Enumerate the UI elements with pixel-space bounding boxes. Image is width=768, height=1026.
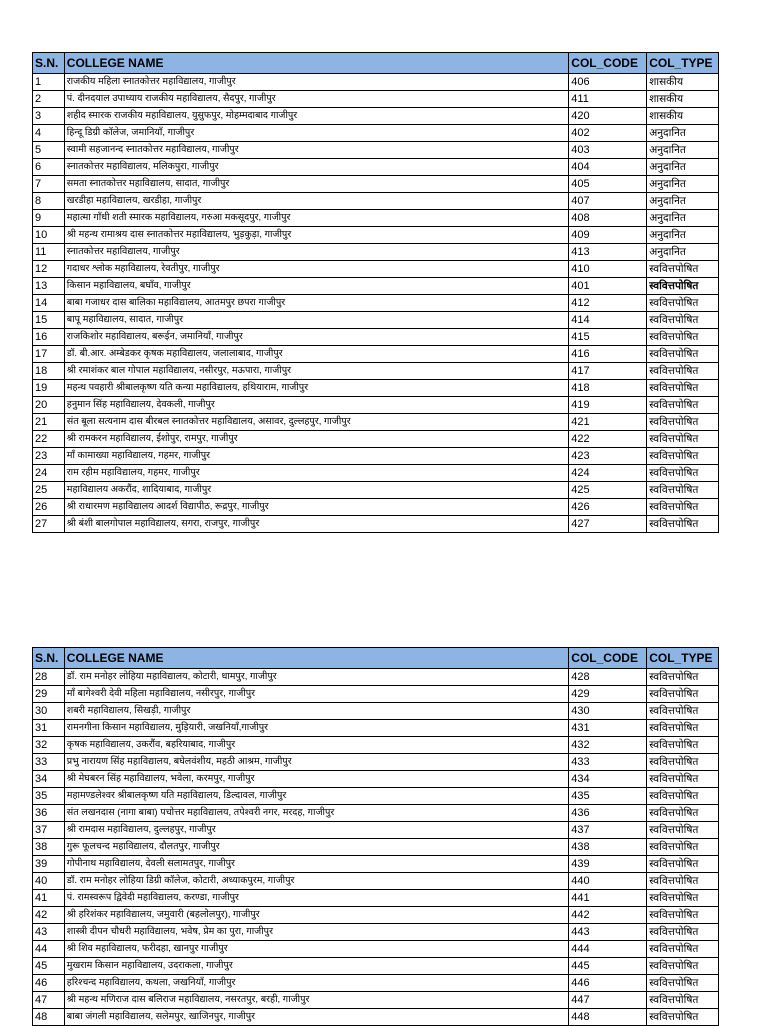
- table-row: [33, 788, 719, 805]
- cell-college-name: राजकिशोर महाविद्यालय, बरूईन, जमानियाँ, गाजीपुर: [64, 329, 569, 346]
- header-col-code: COL_CODE: [569, 648, 647, 669]
- header-sn: S.N.: [33, 648, 65, 669]
- cell-sn: 7: [33, 176, 65, 193]
- cell-sn: 1: [33, 74, 65, 91]
- cell-college-name: हरिश्चन्द महाविद्यालय, कथला, जखनियाँ, गाजीपुर: [64, 975, 569, 992]
- cell-col-code: 412: [569, 295, 647, 312]
- cell-college-name: श्री शिव महाविद्यालय, फरीदहा, खानपुर गाजीपुर: [64, 941, 569, 958]
- cell-sn: 9: [33, 210, 65, 227]
- cell-col-code: 447: [569, 992, 647, 1009]
- cell-sn: 29: [33, 686, 65, 703]
- cell-col-code: 428: [569, 669, 647, 686]
- cell-col-type: स्ववित्तपोषित: [647, 669, 719, 686]
- cell-col-type: अनुदानित: [647, 159, 719, 176]
- cell-col-type: अनुदानित: [647, 227, 719, 244]
- cell-col-type: स्ववित्तपोषित: [647, 261, 719, 278]
- cell-college-name: श्री रामकरन महाविद्यालय, ईशोपुर, रामपुर, गाजीपुर: [64, 431, 569, 448]
- cell-college-name: गदाधर श्लोक महाविद्यालय, रेवतीपुर, गाजीपुर: [64, 261, 569, 278]
- cell-col-type: स्ववित्तपोषित: [647, 431, 719, 448]
- cell-col-type: स्ववित्तपोषित: [647, 873, 719, 890]
- table-row: [33, 261, 719, 278]
- table-body: [33, 74, 719, 533]
- cell-col-type: स्ववित्तपोषित: [647, 992, 719, 1009]
- cell-col-code: 427: [569, 516, 647, 533]
- table-row: [33, 193, 719, 210]
- cell-col-type: स्ववित्तपोषित: [647, 1009, 719, 1026]
- cell-col-code: 415: [569, 329, 647, 346]
- cell-col-type: शासकीय: [647, 91, 719, 108]
- table-row: [33, 771, 719, 788]
- cell-col-type: स्ववित्तपोषित: [647, 516, 719, 533]
- cell-col-type: स्ववित्तपोषित: [647, 465, 719, 482]
- cell-col-type: स्ववित्तपोषित: [647, 975, 719, 992]
- table-row: [33, 839, 719, 856]
- table-row: [33, 210, 719, 227]
- cell-col-type: स्ववित्तपोषित: [647, 312, 719, 329]
- cell-col-type: अनुदानित: [647, 125, 719, 142]
- cell-sn: 30: [33, 703, 65, 720]
- cell-col-type: अनुदानित: [647, 210, 719, 227]
- cell-col-code: 444: [569, 941, 647, 958]
- cell-sn: 6: [33, 159, 65, 176]
- cell-col-type: शासकीय: [647, 108, 719, 125]
- cell-college-name: पं. रामस्वरूप द्विवेदी महाविद्यालय, करण्डा, गाजीपुर: [64, 890, 569, 907]
- cell-col-type: स्ववित्तपोषित: [647, 890, 719, 907]
- cell-college-name: राम रहीम महाविद्यालय, गहमर, गाजीपुर: [64, 465, 569, 482]
- cell-sn: 20: [33, 397, 65, 414]
- cell-sn: 36: [33, 805, 65, 822]
- cell-col-type: स्ववित्तपोषित: [647, 363, 719, 380]
- cell-sn: 45: [33, 958, 65, 975]
- cell-col-type: स्ववित्तपोषित: [647, 703, 719, 720]
- cell-sn: 27: [33, 516, 65, 533]
- cell-college-name: श्री महन्थ रामाश्रय दास स्नातकोत्तर महाविद्यालय, भुड़कुड़ा, गाजीपुर: [64, 227, 569, 244]
- cell-col-type: स्ववित्तपोषित: [647, 686, 719, 703]
- cell-sn: 13: [33, 278, 65, 295]
- cell-sn: 44: [33, 941, 65, 958]
- cell-sn: 18: [33, 363, 65, 380]
- table-row: [33, 975, 719, 992]
- cell-col-code: 410: [569, 261, 647, 278]
- college-table-2: [32, 647, 719, 1026]
- cell-sn: 4: [33, 125, 65, 142]
- table-row: [33, 295, 719, 312]
- cell-college-name: स्नातकोत्तर महाविद्यालय, मलिकपुरा, गाजीपुर: [64, 159, 569, 176]
- cell-col-code: 432: [569, 737, 647, 754]
- table-row: [33, 754, 719, 771]
- cell-college-name: संत लखनदास (नागा बाबा) पचोत्तर महाविद्यालय, तपेश्वरी नगर, मरदह, गाजीपुर: [64, 805, 569, 822]
- cell-col-code: 429: [569, 686, 647, 703]
- table-row: [33, 805, 719, 822]
- cell-col-type: स्ववित्तपोषित: [647, 839, 719, 856]
- table-row: [33, 924, 719, 941]
- cell-col-code: 411: [569, 91, 647, 108]
- table-row: [33, 873, 719, 890]
- cell-college-name: माँ बागेश्वरी देवी महिला महाविद्यालय, नसीरपुर, गाजीपुर: [64, 686, 569, 703]
- cell-col-code: 445: [569, 958, 647, 975]
- cell-college-name: संत बूला सत्यनाम दास बीरबल स्नातकोत्तर महाविद्यालय, असावर, दुल्लहपुर, गाजीपुर: [64, 414, 569, 431]
- cell-col-code: 443: [569, 924, 647, 941]
- cell-col-type: स्ववित्तपोषित: [647, 737, 719, 754]
- cell-col-type: अनुदानित: [647, 176, 719, 193]
- table-row: [33, 329, 719, 346]
- cell-col-type: अनुदानित: [647, 244, 719, 261]
- cell-col-type: स्ववित्तपोषित: [647, 346, 719, 363]
- cell-col-code: 418: [569, 380, 647, 397]
- cell-col-code: 430: [569, 703, 647, 720]
- cell-college-name: प्रभु नारायण सिंह महाविद्यालय, बघेलवंशीय, महठी आश्रम, गाजीपुर: [64, 754, 569, 771]
- cell-col-type: स्ववित्तपोषित: [647, 499, 719, 516]
- cell-sn: 43: [33, 924, 65, 941]
- cell-college-name: श्री राधारमण महाविद्यालय आदर्श विद्यापीठ, रूद्रपुर, गाजीपुर: [64, 499, 569, 516]
- cell-col-code: 404: [569, 159, 647, 176]
- table-row: [33, 907, 719, 924]
- cell-college-name: शास्त्री दीपन चौधरी महाविद्यालय, भवेष, प्रेम का पुरा, गाजीपुर: [64, 924, 569, 941]
- cell-sn: 40: [33, 873, 65, 890]
- cell-col-type: स्ववित्तपोषित: [647, 329, 719, 346]
- cell-col-code: 435: [569, 788, 647, 805]
- cell-sn: 22: [33, 431, 65, 448]
- cell-col-code: 436: [569, 805, 647, 822]
- cell-col-code: 425: [569, 482, 647, 499]
- cell-col-type: अनुदानित: [647, 142, 719, 159]
- cell-col-code: 419: [569, 397, 647, 414]
- cell-col-code: 409: [569, 227, 647, 244]
- cell-sn: 2: [33, 91, 65, 108]
- cell-col-code: 413: [569, 244, 647, 261]
- table-row: [33, 74, 719, 91]
- table-row: [33, 159, 719, 176]
- cell-col-type: स्ववित्तपोषित: [647, 448, 719, 465]
- cell-col-type: स्ववित्तपोषित: [647, 907, 719, 924]
- cell-sn: 35: [33, 788, 65, 805]
- cell-sn: 42: [33, 907, 65, 924]
- cell-sn: 5: [33, 142, 65, 159]
- cell-col-code: 424: [569, 465, 647, 482]
- table-row: [33, 1009, 719, 1026]
- cell-college-name: रामनगीना किसान महाविद्यालय, मुड़ियारी, जखनियाँ,गाजीपुर: [64, 720, 569, 737]
- cell-col-type: अनुदानित: [647, 193, 719, 210]
- cell-college-name: पं. दीनदयाल उपाध्याय राजकीय महाविद्यालय, सैदपुर, गाजीपुर: [64, 91, 569, 108]
- table-row: [33, 125, 719, 142]
- college-table-1: [32, 52, 719, 533]
- cell-sn: 14: [33, 295, 65, 312]
- table-row: [33, 176, 719, 193]
- cell-sn: 39: [33, 856, 65, 873]
- cell-college-name: गोपीनाथ महाविद्यालय, देवली सलामतपुर, गाजीपुर: [64, 856, 569, 873]
- cell-college-name: बापू महाविद्यालय, सादात, गाजीपुर: [64, 312, 569, 329]
- cell-sn: 15: [33, 312, 65, 329]
- cell-col-code: 422: [569, 431, 647, 448]
- cell-sn: 19: [33, 380, 65, 397]
- cell-college-name: खरडीहा महाविद्यालय, खरडीहा, गाजीपुर: [64, 193, 569, 210]
- cell-col-code: 440: [569, 873, 647, 890]
- cell-sn: 32: [33, 737, 65, 754]
- table-row: [33, 465, 719, 482]
- cell-college-name: महात्मा गाँधी शती स्मारक महाविद्यालय, गरुआ मकसूदपुर, गाजीपुर: [64, 210, 569, 227]
- cell-college-name: किसान महाविद्यालय, बघाँव, गाजीपुर: [64, 278, 569, 295]
- cell-sn: 46: [33, 975, 65, 992]
- cell-col-type: स्ववित्तपोषित: [647, 924, 719, 941]
- cell-sn: 12: [33, 261, 65, 278]
- table-row: [33, 856, 719, 873]
- cell-col-type: स्ववित्तपोषित: [647, 822, 719, 839]
- cell-sn: 38: [33, 839, 65, 856]
- table-row: [33, 448, 719, 465]
- header-col-code: COL_CODE: [569, 53, 647, 74]
- cell-college-name: श्री हरिशंकर महाविद्यालय, जमुवारी (बहलोलपुर), गाजीपुर: [64, 907, 569, 924]
- cell-col-type: स्ववित्तपोषित: [647, 941, 719, 958]
- cell-college-name: समता स्नातकोत्तर महाविद्यालय, सादात, गाजीपुर: [64, 176, 569, 193]
- header-college-name: COLLEGE NAME: [64, 53, 569, 74]
- cell-college-name: महन्थ पवहारी श्रीबालकृष्ण यति कन्या महाविद्यालय, हथियाराम, गाजीपुर: [64, 380, 569, 397]
- cell-college-name: श्री मेघबरन सिंह महाविद्यालय, भवेला, करमपुर, गाजीपुर: [64, 771, 569, 788]
- cell-college-name: शबरी महाविद्यालय, सिखड़ी, गाजीपुर: [64, 703, 569, 720]
- cell-col-type: स्ववित्तपोषित: [647, 805, 719, 822]
- cell-college-name: महामण्डलेश्वर श्रीबालकृष्ण यति महाविद्यालय, डिल्दावल, गाजीपुर: [64, 788, 569, 805]
- cell-col-code: 434: [569, 771, 647, 788]
- cell-col-code: 439: [569, 856, 647, 873]
- cell-col-type: स्ववित्तपोषित: [647, 380, 719, 397]
- header-sn: S.N.: [33, 53, 65, 74]
- cell-col-type: स्ववित्तपोषित: [647, 295, 719, 312]
- cell-col-code: 431: [569, 720, 647, 737]
- cell-col-type: स्ववित्तपोषित: [647, 958, 719, 975]
- cell-col-code: 401: [569, 278, 647, 295]
- table-row: [33, 363, 719, 380]
- cell-col-code: 405: [569, 176, 647, 193]
- cell-sn: 16: [33, 329, 65, 346]
- table-header-row: [33, 53, 719, 74]
- cell-col-code: 433: [569, 754, 647, 771]
- cell-college-name: महाविद्यालय अकरौंद, शादियाबाद, गाजीपुर: [64, 482, 569, 499]
- cell-col-type: स्ववित्तपोषित: [647, 278, 719, 295]
- cell-col-code: 438: [569, 839, 647, 856]
- table-row: [33, 91, 719, 108]
- cell-col-code: 441: [569, 890, 647, 907]
- cell-col-code: 406: [569, 74, 647, 91]
- cell-col-code: 414: [569, 312, 647, 329]
- cell-college-name: हिन्दू डिग्री कॉलेज, जमानियाँ, गाजीपुर: [64, 125, 569, 142]
- table-row: [33, 499, 719, 516]
- cell-col-code: 426: [569, 499, 647, 516]
- table-row: [33, 431, 719, 448]
- cell-col-code: 408: [569, 210, 647, 227]
- cell-sn: 33: [33, 754, 65, 771]
- cell-col-code: 442: [569, 907, 647, 924]
- cell-sn: 23: [33, 448, 65, 465]
- cell-college-name: श्री रमाशंकर बाल गोपाल महाविद्यालय, नसीरपुर, मऊपारा, गाजीपुर: [64, 363, 569, 380]
- cell-col-type: स्ववित्तपोषित: [647, 856, 719, 873]
- header-col-type: COL_TYPE: [647, 53, 719, 74]
- cell-col-code: 403: [569, 142, 647, 159]
- cell-col-code: 446: [569, 975, 647, 992]
- cell-college-name: बाबा गजाधर दास बालिका महाविद्यालय, आतमपुर छपरा गाजीपुर: [64, 295, 569, 312]
- cell-college-name: राजकीय महिला स्नातकोत्तर महाविद्यालय, गाजीपुर: [64, 74, 569, 91]
- table-row: [33, 312, 719, 329]
- cell-college-name: मुखराम किसान महाविद्यालय, उदराकला, गाजीपुर: [64, 958, 569, 975]
- cell-college-name: शहीद स्मारक राजकीय महाविद्यालय, युसुफपुर, मोहम्मदाबाद गाजीपुर: [64, 108, 569, 125]
- table-row: [33, 346, 719, 363]
- cell-college-name: हनुमान सिंह महाविद्यालय, देवकली, गाजीपुर: [64, 397, 569, 414]
- cell-sn: 24: [33, 465, 65, 482]
- cell-col-type: शासकीय: [647, 74, 719, 91]
- cell-col-type: स्ववित्तपोषित: [647, 788, 719, 805]
- cell-college-name: स्वामी सहजानन्द स्नातकोत्तर महाविद्यालय, गाजीपुर: [64, 142, 569, 159]
- cell-col-code: 407: [569, 193, 647, 210]
- cell-col-code: 437: [569, 822, 647, 839]
- cell-sn: 31: [33, 720, 65, 737]
- cell-sn: 34: [33, 771, 65, 788]
- table-header-row: [33, 648, 719, 669]
- table-row: [33, 686, 719, 703]
- table-row: [33, 703, 719, 720]
- table-row: [33, 380, 719, 397]
- table-row: [33, 108, 719, 125]
- table-row: [33, 737, 719, 754]
- cell-college-name: श्री बंशी बालगोपाल महाविद्यालय, सगरा, राजपुर, गाजीपुर: [64, 516, 569, 533]
- cell-col-code: 423: [569, 448, 647, 465]
- table-row: [33, 142, 719, 159]
- table-row: [33, 414, 719, 431]
- cell-sn: 47: [33, 992, 65, 1009]
- cell-sn: 41: [33, 890, 65, 907]
- cell-col-code: 417: [569, 363, 647, 380]
- cell-col-type: स्ववित्तपोषित: [647, 397, 719, 414]
- cell-col-code: 421: [569, 414, 647, 431]
- table-row: [33, 397, 719, 414]
- header-col-type: COL_TYPE: [647, 648, 719, 669]
- table-row: [33, 958, 719, 975]
- cell-col-type: स्ववित्तपोषित: [647, 414, 719, 431]
- cell-college-name: स्नातकोत्तर महाविद्यालय, गाजीपुर: [64, 244, 569, 261]
- cell-sn: 48: [33, 1009, 65, 1026]
- cell-sn: 28: [33, 669, 65, 686]
- table-body: [33, 669, 719, 1026]
- table-row: [33, 278, 719, 295]
- cell-college-name: बाबा जंगली महाविद्यालय, सलेमपुर, खाजिनपुर, गाजीपुर: [64, 1009, 569, 1026]
- table-row: [33, 516, 719, 533]
- cell-sn: 17: [33, 346, 65, 363]
- cell-col-type: स्ववित्तपोषित: [647, 771, 719, 788]
- cell-sn: 3: [33, 108, 65, 125]
- cell-col-type: स्ववित्तपोषित: [647, 482, 719, 499]
- cell-col-code: 420: [569, 108, 647, 125]
- cell-sn: 37: [33, 822, 65, 839]
- cell-sn: 26: [33, 499, 65, 516]
- table-row: [33, 244, 719, 261]
- cell-sn: 10: [33, 227, 65, 244]
- table-row: [33, 669, 719, 686]
- cell-sn: 8: [33, 193, 65, 210]
- table-row: [33, 720, 719, 737]
- cell-sn: 25: [33, 482, 65, 499]
- table-row: [33, 822, 719, 839]
- cell-college-name: श्री महन्थ मणिराज दास बलिराज महाविद्यालय, नसरतपुर, बरही, गाजीपुर: [64, 992, 569, 1009]
- cell-college-name: गुरू फूलचन्द महाविद्यालय, दौलतपुर, गाजीपुर: [64, 839, 569, 856]
- header-college-name: COLLEGE NAME: [64, 648, 569, 669]
- cell-sn: 11: [33, 244, 65, 261]
- cell-col-code: 448: [569, 1009, 647, 1026]
- table-row: [33, 482, 719, 499]
- cell-college-name: माँ कामाख्या महाविद्यालय, गहमर, गाजीपुर: [64, 448, 569, 465]
- table-row: [33, 227, 719, 244]
- cell-college-name: डॉ. राम मनोहर लोहिया डिग्री कॉलेज, कोटारी, अध्याकपुरम, गाजीपुर: [64, 873, 569, 890]
- cell-college-name: डॉ. बी.आर. अम्बेडकर कृषक महाविद्यालय, जलालाबाद, गाजीपुर: [64, 346, 569, 363]
- cell-col-type: स्ववित्तपोषित: [647, 754, 719, 771]
- cell-col-type: स्ववित्तपोषित: [647, 720, 719, 737]
- table-row: [33, 890, 719, 907]
- cell-college-name: कृषक महाविद्यालय, उकरौंव, बहरियाबाद, गाजीपुर: [64, 737, 569, 754]
- table-row: [33, 941, 719, 958]
- cell-col-code: 402: [569, 125, 647, 142]
- cell-sn: 21: [33, 414, 65, 431]
- table-row: [33, 992, 719, 1009]
- cell-college-name: श्री रामदास महाविद्यालय, दुल्लहपुर, गाजीपुर: [64, 822, 569, 839]
- cell-college-name: डॉ. राम मनोहर लोहिया महाविद्यालय, कोटारी, धामपुर, गाजीपुर: [64, 669, 569, 686]
- cell-col-code: 416: [569, 346, 647, 363]
